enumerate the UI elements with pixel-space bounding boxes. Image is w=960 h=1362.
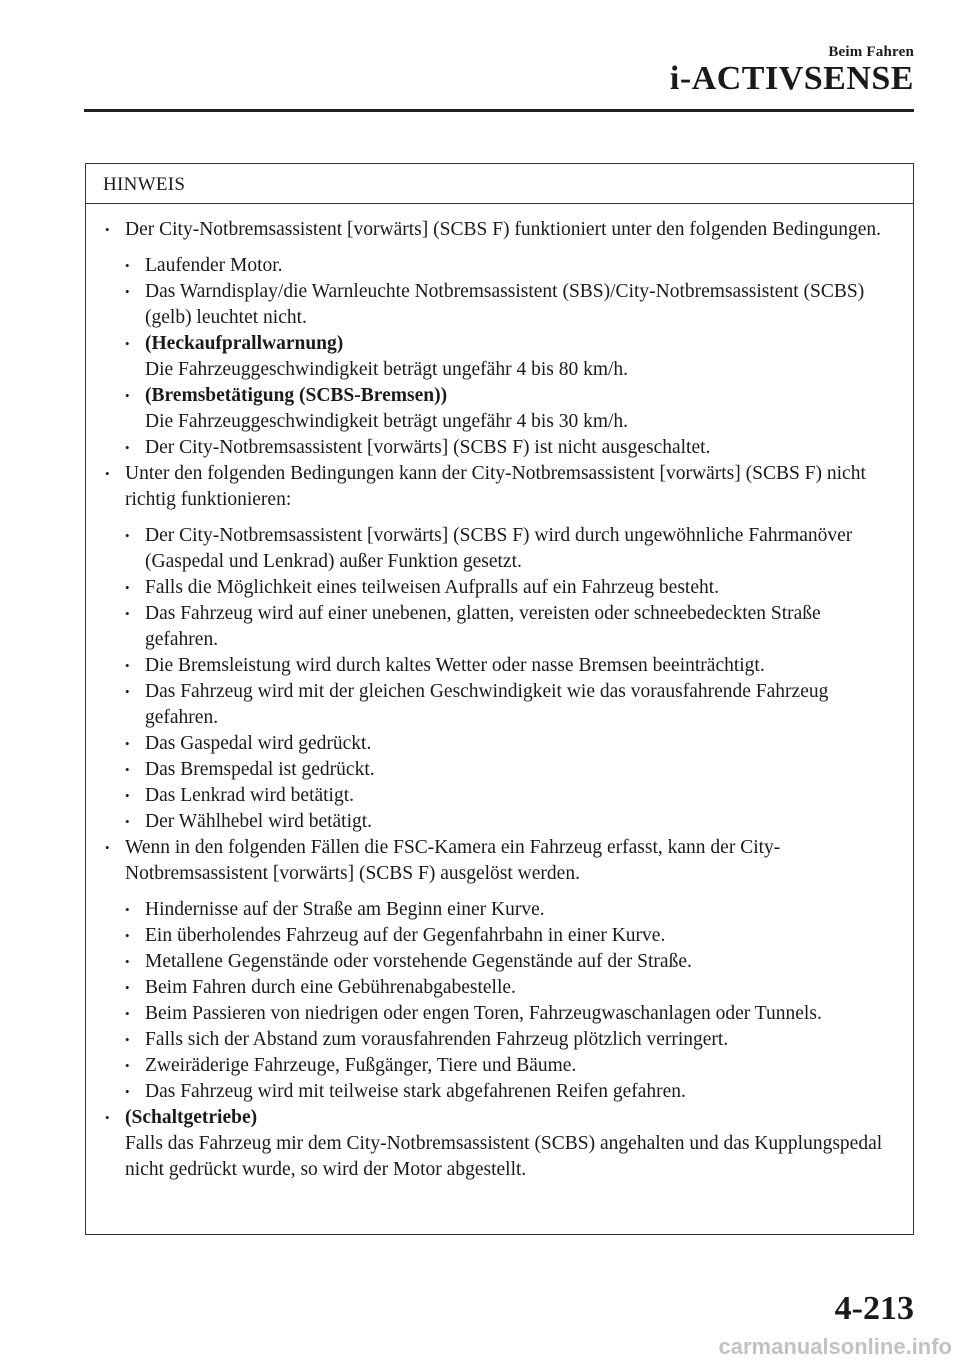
sub-bullet: • Die Bremsleistung wird durch kaltes Wetter oder nasse Bremsen beeinträchtigt. [101,653,897,679]
sub-bullet: • Beim Fahren durch eine Gebührenabgabestelle. [101,975,897,1001]
rear-collision-text: Die Fahrzeuggeschwindigkeit beträgt ungefähr 4 bis 80 km/h. [145,359,629,380]
sub-bullet: • Das Fahrzeug wird mit der gleichen Geschwindigkeit wie das vorausfahrende Fahrzeug gefahren. [101,679,897,731]
page-number: 4-213 [834,1290,914,1327]
manual-transmission-text: Falls das Fahrzeug mir dem City-Notbremsassistent (SCBS) angehalten und das Kupplungspedal nicht gedrückt wurde, so wird der Motor abgestellt. [125,1133,883,1180]
notice-body [86,204,913,1183]
sub-bullet: • Ein überholendes Fahrzeug auf der Gegenfahrbahn in einer Kurve. [101,923,897,949]
sub-bullet: • Falls sich der Abstand zum vorausfahrenden Fahrzeug plötzlich verringert. [101,1027,897,1053]
sub-bullet: • Das Gaspedal wird gedrückt. [101,731,897,757]
sub-bullet: • Zweiräderige Fahrzeuge, Fußgänger, Tiere und Bäume. [101,1053,897,1079]
brake-operation-title: • (Bremsbetätigung (SCBS-Bremsen)) [145,385,448,406]
notice-box [85,163,914,1235]
sub-bullet: • Beim Passieren von niedrigen oder engen Toren, Fahrzeugwaschanlagen oder Tunnels. [101,1001,897,1027]
sub-bullet-brake-operation [101,383,897,435]
sub-bullet: • Das Lenkrad wird betätigt. [101,783,897,809]
manual-transmission-title: • (Schaltgetriebe) [125,1107,258,1128]
rear-collision-title: • (Heckaufprallwarnung) [145,333,344,354]
notice-heading: HINWEIS [86,164,913,204]
bullet-manual-transmission [101,1105,897,1183]
header-divider [84,109,914,112]
sub-bullet: • Der Wählhebel wird betätigt. [101,809,897,835]
sub-bullet-rear-collision [101,331,897,383]
sub-bullet: • Falls die Möglichkeit eines teilweisen Aufpralls auf ein Fahrzeug besteht. [101,575,897,601]
chapter-title: i-ACTIVSENSE [669,60,914,97]
bullet-operating-conditions: • Der City-Notbremsassistent [vorwärts] (SCBS F) funktioniert unter den folgenden Bedingungen. [101,217,897,243]
sub-bullet: • Das Fahrzeug wird mit teilweise stark abgefahrenen Reifen gefahren. [101,1079,897,1105]
brake-operation-text: Die Fahrzeuggeschwindigkeit beträgt ungefähr 4 bis 30 km/h. [145,411,629,432]
sub-bullet: • Laufender Motor. [101,253,897,279]
watermark: carmanualsonline.info [718,1334,952,1359]
sub-bullet: • Hindernisse auf der Straße am Beginn einer Kurve. [101,897,897,923]
sub-bullet: • Das Warndisplay/die Warnleuchte Notbremsassistent (SBS)/City-Notbremsassistent (SCBS) (gelb) leuchtet nicht. [101,279,897,331]
sub-bullet: • Das Bremspedal ist gedrückt. [101,757,897,783]
sub-bullet: • Das Fahrzeug wird auf einer unebenen, glatten, vereisten oder schneebedeckten Straße gefahren. [101,601,897,653]
sub-bullet: • Der City-Notbremsassistent [vorwärts] (SCBS F) ist nicht ausgeschaltet. [101,435,897,461]
bullet-camera-trigger: • Wenn in den folgenden Fällen die FSC-Kamera ein Fahrzeug erfasst, kann der City-Notbremsassistent [vorwärts] (SCBS F) ausgelöst werden. [101,835,897,887]
section-label: Beim Fahren [828,44,914,60]
sub-bullet: • Der City-Notbremsassistent [vorwärts] (SCBS F) wird durch ungewöhnliche Fahrmanöver (Gaspedal und Lenkrad) außer Funktion gesetzt. [101,523,897,575]
sub-bullet: • Metallene Gegenstände oder vorstehende Gegenstände auf der Straße. [101,949,897,975]
bullet-malfunction-conditions: • Unter den folgenden Bedingungen kann der City-Notbremsassistent [vorwärts] (SCBS F) nicht richtig funktionieren: [101,461,897,513]
